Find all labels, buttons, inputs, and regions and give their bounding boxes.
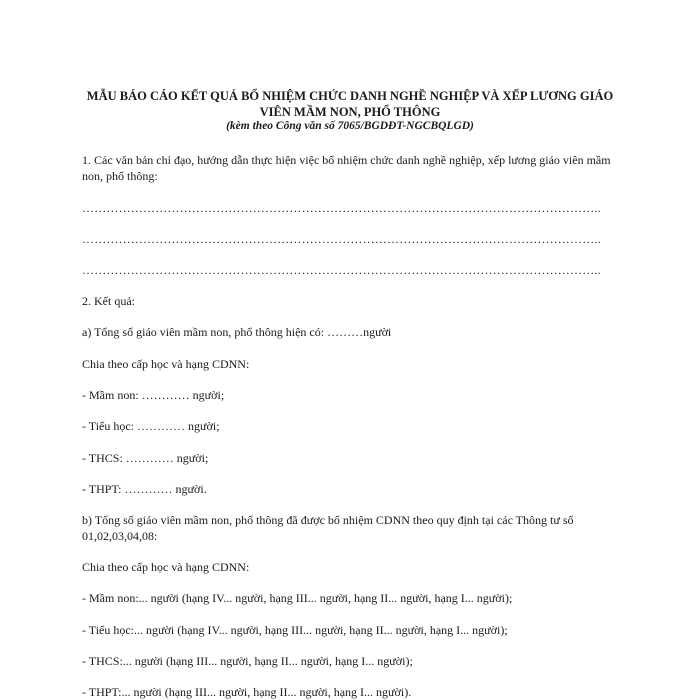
section-2a-total: a) Tổng số giáo viên mầm non, phổ thông hiện có: ………người (82, 325, 392, 339)
section-2a-item-thcs: - THCS: ………… người; (82, 451, 209, 465)
dotted-line-3: ……………………………………………………………………………………………………………….. (82, 263, 601, 277)
dotted-line-2: ……………………………………………………………………………………………………………….. (82, 232, 601, 246)
section-2a-item-thpt: - THPT: ………… người. (82, 482, 207, 496)
section-2b-item-mam-non: - Mầm non:... người (hạng IV... người, hạng III... người, hạng II... người, hạng I... người); (82, 591, 513, 605)
dotted-line-1: ……………………………………………………………………………………………………………….. (82, 201, 601, 215)
document-title-line-1: MẪU BÁO CÁO KẾT QUẢ BỔ NHIỆM CHỨC DANH NGHỀ NGHIỆP VÀ XẾP LƯƠNG GIÁO (86, 89, 614, 103)
section-2b-item-thcs: - THCS:... người (hạng III... người, hạng II... người, hạng I... người); (82, 654, 413, 668)
section-2-heading: 2. Kết quả: (82, 294, 135, 308)
section-2b-breakdown-label: Chia theo cấp học và hạng CDNN: (82, 560, 250, 574)
section-2b-item-thpt: - THPT:... người (hạng III... người, hạng II... người, hạng I... người). (82, 685, 412, 699)
section-2b-total: b) Tổng số giáo viên mầm non, phổ thông đã được bổ nhiệm CDNN theo quy định tại các Thông tư số 01,02,03,04,08: (82, 513, 574, 543)
section-2a-breakdown-label: Chia theo cấp học và hạng CDNN: (82, 357, 250, 371)
section-1-heading: 1. Các văn bản chỉ đạo, hướng dẫn thực hiện việc bổ nhiệm chức danh nghề nghiệp, xếp lương giáo viên mầm non, phổ thông: (82, 153, 611, 183)
document-subtitle: (kèm theo Công văn số 7065/BGDĐT-NGCBQLGD) (226, 120, 474, 132)
document-title-line-2: VIÊN MẦM NON, PHỔ THÔNG (259, 105, 441, 119)
section-2b-item-tieu-hoc: - Tiểu học:... người (hạng IV... người, hạng III... người, hạng II... người, hạng I... người); (82, 623, 508, 637)
section-2a-item-mam-non: - Mầm non: ………… người; (82, 388, 225, 402)
section-2a-item-tieu-hoc: - Tiểu học: ………… người; (82, 419, 220, 433)
